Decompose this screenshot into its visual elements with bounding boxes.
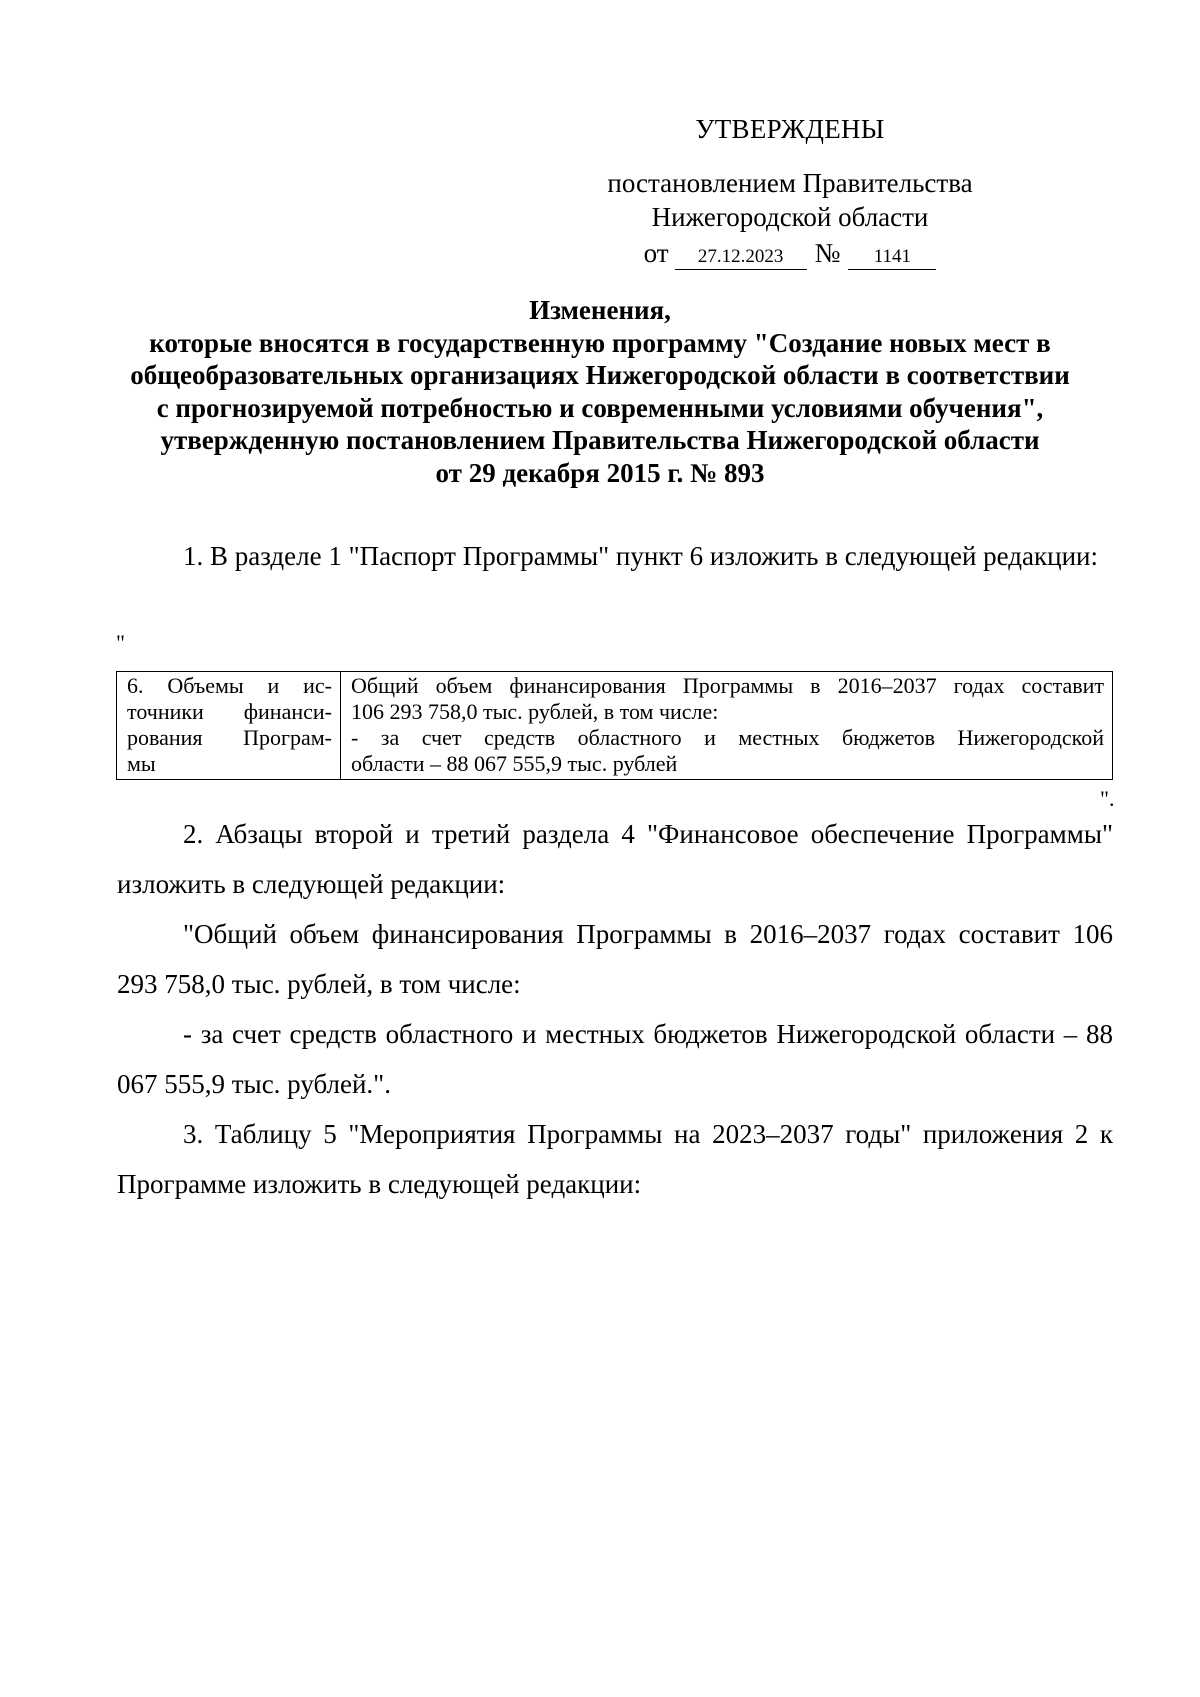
heading-line-2: которые вносятся в государственную программу "Создание новых мест в xyxy=(149,327,1051,358)
item-3-paragraph xyxy=(117,1109,1113,1209)
heading-line-3: общеобразовательных организациях Нижегородской области в соответствии xyxy=(130,360,1070,390)
cell-line: Общий объем финансирования Программы в 2016–2037 годах составит xyxy=(351,673,1104,698)
item-2-paragraph xyxy=(117,809,1113,909)
item-3-text: 3. Таблицу 5 "Мероприятия Программы на 2023–2037 годы" приложения 2 к Программе изложить в следующей редакции: xyxy=(117,1119,1113,1199)
item-2-quote-paragraph-1 xyxy=(117,909,1113,1009)
heading-line-4: с прогнозируемой потребностью и современными условиями обучения", xyxy=(156,392,1044,423)
approval-date-line xyxy=(560,236,1020,270)
cell-line: мы xyxy=(127,751,156,776)
cell-line: 6. Объемы и ис- xyxy=(127,673,332,698)
approval-line-2: Нижегородской области xyxy=(651,202,929,232)
cell-line: рования Програм- xyxy=(127,725,332,750)
cell-line: - за счет средств областного и местных бюджетов Нижегородской xyxy=(351,725,1104,750)
item-2-quote-text-1: "Общий объем финансирования Программы в 2016–2037 годах составит 106 293 758,0 тыс. рублей, в том числе: xyxy=(117,919,1113,999)
quote-close-mark: ". xyxy=(1100,786,1115,811)
approval-number: 1141 xyxy=(848,245,936,270)
approval-date: 27.12.2023 xyxy=(675,245,807,270)
item-2-quote-text-2: - за счет средств областного и местных бюджетов Нижегородской области – 88 067 555,9 тыс. рублей.". xyxy=(117,1019,1113,1099)
cell-line: 106 293 758,0 тыс. рублей, в том числе: xyxy=(351,699,719,724)
item-1-paragraph xyxy=(117,531,1113,581)
heading-line-5: утвержденную постановлением Правительства Нижегородской области xyxy=(160,425,1040,455)
item-1-text: 1. В разделе 1 "Паспорт Программы" пункт 6 изложить в следующей редакции: xyxy=(183,541,1098,571)
approval-title: УТВЕРЖДЕНЫ xyxy=(695,114,885,144)
cell-line: точники финанси- xyxy=(127,699,332,724)
number-label: № xyxy=(814,238,841,268)
quote-open-mark: " xyxy=(116,630,125,655)
passport-cell-label xyxy=(117,672,341,780)
heading-line-6: от 29 декабря 2015 г. № 893 xyxy=(435,457,765,488)
approval-line-1: постановлением Правительства xyxy=(607,168,973,198)
passport-table xyxy=(116,671,1113,780)
item-2-quote-paragraph-2 xyxy=(117,1009,1113,1109)
passport-cell-value xyxy=(341,672,1113,780)
heading-line-1: Изменения, xyxy=(529,295,671,325)
table-row xyxy=(117,672,1113,780)
approval-block xyxy=(560,112,1020,270)
cell-line: области – 88 067 555,9 тыс. рублей xyxy=(351,751,678,776)
document-heading xyxy=(100,294,1100,489)
item-2-text: 2. Абзацы второй и третий раздела 4 "Финансовое обеспечение Программы" изложить в следующей редакции: xyxy=(117,819,1113,899)
from-label: от xyxy=(643,238,669,268)
